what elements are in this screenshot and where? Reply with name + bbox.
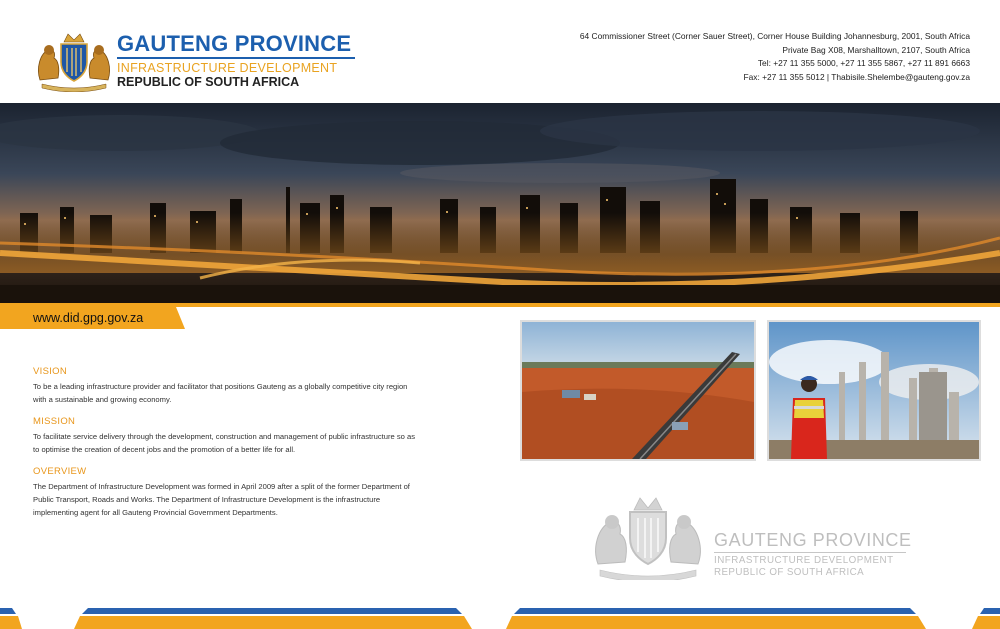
website-url-link[interactable]: www.did.gpg.gov.za [33, 311, 144, 325]
title-divider [117, 57, 355, 59]
overview-heading: OVERVIEW [33, 465, 87, 477]
province-title: GAUTENG PROVINCE [117, 31, 352, 56]
contact-fax-email: Fax: +27 11 355 5012 | Thabisile.Shelembe@gauteng.gov.za [743, 71, 970, 82]
country-name: REPUBLIC OF SOUTH AFRICA [117, 75, 300, 89]
vision-heading: VISION [33, 366, 68, 377]
watermark-brand-block [714, 531, 912, 579]
mission-section [33, 416, 417, 457]
footer-stripes [0, 604, 1000, 629]
website-tab [0, 307, 185, 329]
construction-worker-photo [767, 320, 981, 461]
contact-postal: Private Bag X08, Marshalltown, 2107, South Africa [782, 44, 970, 55]
watermark-title: GAUTENG PROVINCE [714, 530, 912, 550]
city-skyline-panorama [0, 103, 1000, 305]
watermark-divider [714, 552, 906, 553]
page-header [0, 0, 1000, 103]
coat-of-arms-logo [34, 28, 114, 92]
mission-heading: MISSION [33, 415, 76, 427]
overview-section [33, 466, 417, 520]
content-column [33, 366, 417, 529]
contact-telephone: Tel: +27 11 355 5000, +27 11 355 5867, +27 11 891 6663 [757, 58, 970, 69]
department-name: INFRASTRUCTURE DEVELOPMENT [117, 61, 338, 75]
watermark-country: REPUBLIC OF SOUTH AFRICA [714, 567, 865, 578]
conveyor-site-photo [520, 320, 756, 461]
mission-text: To facilitate service delivery through the development, construction and management of public infrastructure so as to optimise the creation of decent jobs and the promotion of a better life for all. [33, 431, 416, 455]
brand-block [117, 32, 355, 90]
watermark-department: INFRASTRUCTURE DEVELOPMENT [714, 555, 894, 566]
contact-block [580, 30, 970, 84]
vision-section [33, 366, 417, 407]
vision-text: To be a leading infrastructure provider and facilitator that positions Gauteng as a globally competitive city region with a sustainable and growing economy. [33, 382, 408, 405]
watermark-coat-of-arms [590, 490, 706, 580]
contact-address: 64 Commissioner Street (Corner Sauer Street), Corner House Building Johannesburg, 2001, South Africa [579, 31, 970, 41]
overview-text: The Department of Infrastructure Development was formed in April 2009 after a split of the former Department of Public Transport, Roads and Works. The Department of Infrastructure Development is the infrastructure implementing agent for all Gauteng Provincial Government Departments. [33, 481, 410, 518]
